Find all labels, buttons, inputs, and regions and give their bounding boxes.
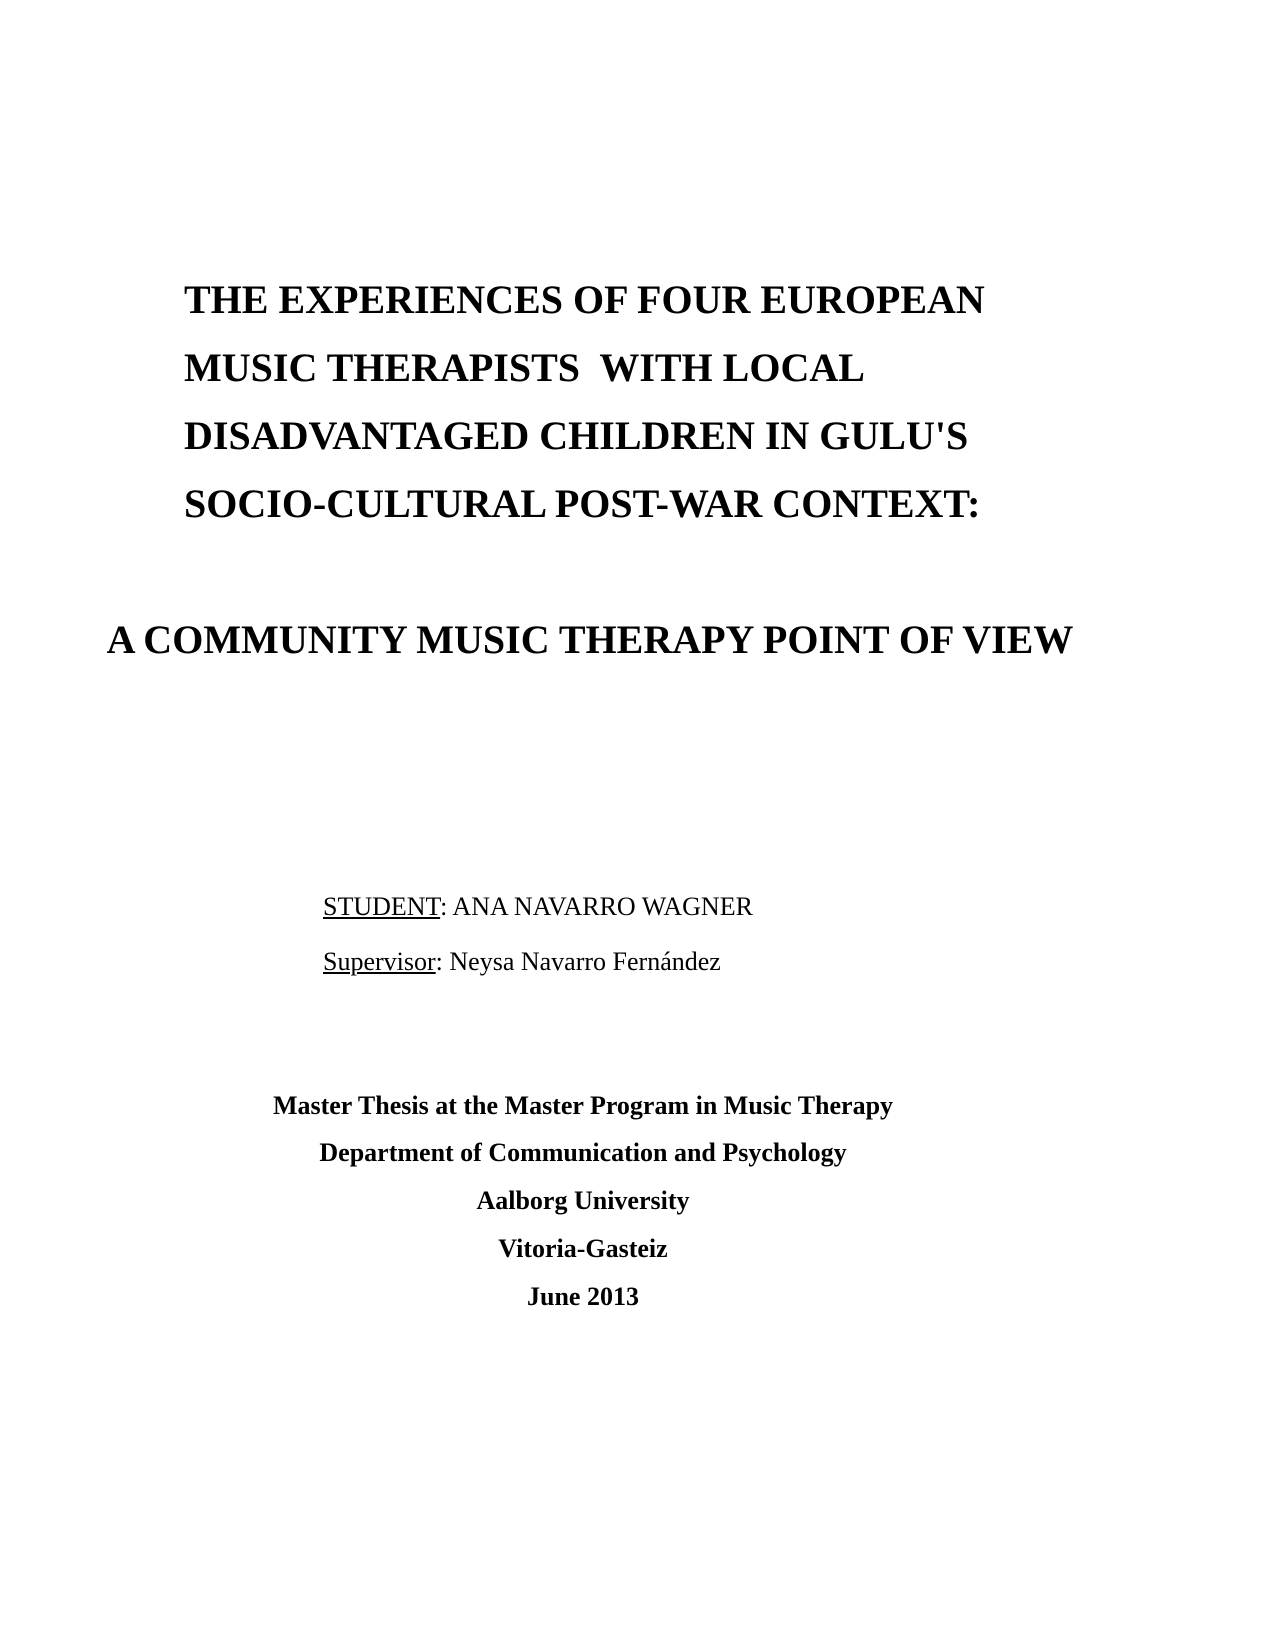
student-name: : ANA NAVARRO WAGNER (440, 892, 753, 921)
title-line: MUSIC THERAPISTS WITH LOCAL (184, 345, 865, 390)
department-line: Department of Communication and Psychology (319, 1138, 847, 1167)
student-label: STUDENT (323, 892, 441, 921)
title-line: SOCIO-CULTURAL POST-WAR CONTEXT: (184, 481, 981, 526)
subtitle: A COMMUNITY MUSIC THERAPY POINT OF VIEW (106, 617, 1074, 662)
title-line: THE EXPERIENCES OF FOUR EUROPEAN (184, 277, 985, 322)
supervisor-name: : Neysa Navarro Fernández (435, 947, 721, 976)
date-line: June 2013 (527, 1282, 639, 1311)
supervisor-label: Supervisor (323, 947, 436, 976)
university-line: Aalborg University (476, 1186, 690, 1215)
city-line: Vitoria-Gasteiz (498, 1234, 668, 1263)
student-line (323, 894, 753, 920)
title-line: DISADVANTAGED CHILDREN IN GULU'S (184, 413, 969, 458)
supervisor-line (323, 949, 721, 975)
program-line: Master Thesis at the Master Program in Music Therapy (272, 1091, 894, 1120)
